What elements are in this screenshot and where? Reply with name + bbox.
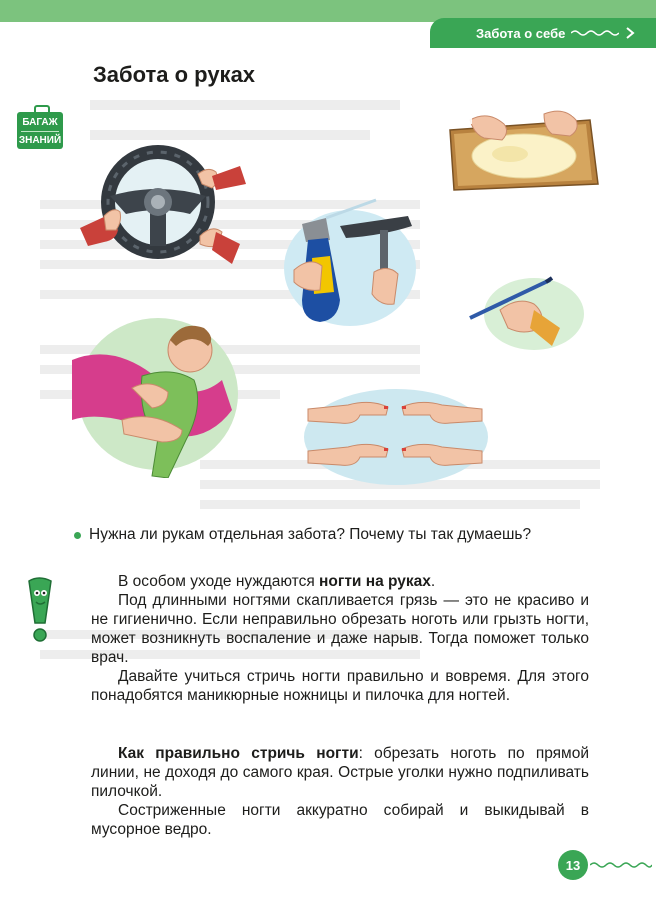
bullet-icon [74, 532, 81, 539]
section-tab [430, 18, 656, 48]
badge-line-1: БАГАЖ [22, 117, 58, 128]
main-text [91, 572, 589, 705]
paragraph-1-end: . [430, 573, 436, 590]
spray-and-squeegee-illustration [280, 196, 430, 336]
paragraph-3: Давайте учиться стричь ногти правильно и вовремя. Для этого понадобятся маникюрные ножницы и пилочка для ногтей. [91, 668, 589, 704]
knowledge-baggage-badge [17, 105, 63, 149]
steering-wheel-illustration [80, 136, 250, 266]
mother-holding-baby-illustration [72, 310, 242, 478]
paragraph-2: Под длинными ногтями скапливается грязь — это не красиво и не гигиенично. Если неправильно обрезать ноготь или грызть ногти, может возникнуть воспаление и даже нарыв. Тогда поможет только врач. [91, 592, 589, 666]
wave-decoration-icon [590, 860, 652, 870]
question-text: Нужна ли рукам отдельная забота? Почему ты так думаешь? [89, 526, 532, 543]
page-number: 13 [558, 850, 588, 880]
hand-writing-illustration [468, 270, 588, 354]
chevron-right-icon [625, 27, 635, 39]
nail-cutting-text [91, 744, 589, 839]
page-title: Забота о руках [93, 62, 256, 87]
how-to-cut-emphasis: Как правильно стричь ногти [118, 745, 359, 762]
hands-showing-palms-illustration [300, 385, 490, 490]
paragraph-4 [91, 744, 589, 801]
paragraph-5: Состриженные ногти аккуратно собирай и выкидывай в мусорное ведро. [91, 802, 589, 838]
discussion-question [74, 526, 531, 544]
paragraph-1-text: В особом уходе нуждаются [118, 573, 320, 590]
hands-kneading-dough-illustration [440, 100, 608, 196]
wave-decoration-icon [571, 28, 619, 38]
paragraph-1 [91, 572, 589, 591]
nails-emphasis: ногти на руках [319, 573, 431, 590]
paragraph-4-text: : обрезать ноготь по прямой линии, не доходя до самого края. Острые уголки нужно подпиливать пилочкой. [91, 745, 589, 800]
section-label: Забота о себе [476, 25, 566, 41]
badge-line-2: ЗНАНИЙ [18, 135, 62, 146]
exclamation-mascot-icon [25, 575, 55, 645]
